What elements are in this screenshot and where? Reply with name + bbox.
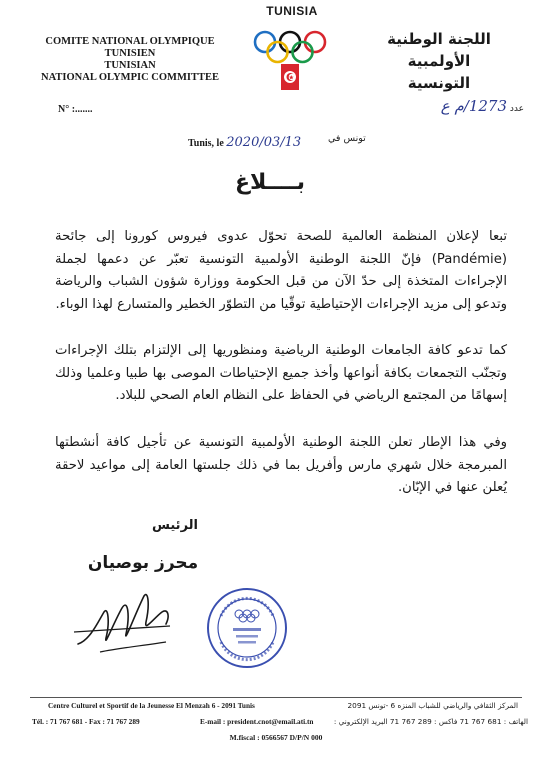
handwritten-signature-icon bbox=[70, 582, 180, 662]
footer-contact-ar: الهاتف : 681 767 71 فاكس : 289 767 71 البريد الإلكتروني : bbox=[333, 717, 528, 726]
reference-label-fr: N° :....... bbox=[58, 104, 93, 115]
org-name-fr-line: NATIONAL OLYMPIC COMMITTEE bbox=[41, 72, 219, 83]
reference-handwritten-number: 1273/م ع bbox=[440, 97, 508, 115]
body-paragraph-2: كما تدعو كافة الجامعات الوطنية الرياضية ومنظوريها إلى الإلتزام بتلك الإجراءات وتجنّب التجمعات بكافة أنواعها وأخذ جميع الإحتياطات الموصى بها طبيا وعلميا وذلك إسهامًا من المجتمع الرياضي في الحفاظ على النظام العام الصحي للبلاد. bbox=[55, 343, 507, 403]
footer-fiscal-id: M.fiscal : 0566567 D/P/N 000 bbox=[229, 733, 323, 742]
org-name-fr-line: COMITE NATIONAL OLYMPIQUE bbox=[45, 36, 215, 47]
ring-yellow-icon bbox=[268, 42, 288, 62]
official-stamp-icon bbox=[205, 586, 289, 670]
olympic-logo-icon bbox=[252, 30, 332, 96]
ring-blue-icon bbox=[255, 32, 275, 52]
body-paragraph-3: وفي هذا الإطار تعلن اللجنة الوطنية الأولمبية التونسية عن تأجيل كافة أنشطتها المبرمجة خلال شهري مارس وأفريل بما في ذلك جلستها العامة إلى مواعيد لاحقة يُعلن عنها في الإبّان. bbox=[55, 435, 507, 495]
body-paragraph-1: تبعا لإعلان المنظمة العالمية للصحة تحوّل عدوى فيروس كورونا إلى جائحة (Pandémie) فإنّ اللجنة الوطنية الأولمبية التونسية تعبّر عن دعمها لجملة الإجراءات المتخذة إلى حدّ الآن من قبل الحكومة ووزارة شؤون الشباب والرياضة وتدعو إلى مزيد الإجراءات الإحتياطية توقّيا من التطوّر الخطير والمتسارع لهذا الوباء. bbox=[55, 229, 507, 312]
footer-email: E-mail : president.cnot@email.ati.tn bbox=[200, 717, 314, 726]
footer-address-fr: Centre Culturel et Sportif de la Jeunesse El Menzah 6 - 2091 Tunis bbox=[48, 701, 255, 710]
document-title: بــــلاغ bbox=[234, 170, 306, 195]
org-name-fr-line: TUNISIAN bbox=[104, 60, 156, 71]
date-fr bbox=[188, 135, 301, 150]
signatory-title: الرئيس bbox=[152, 518, 198, 533]
date-label-ar: تونس في bbox=[328, 133, 366, 144]
ring-red-icon bbox=[305, 32, 325, 52]
ring-black-icon bbox=[280, 32, 300, 52]
org-name-fr bbox=[30, 36, 230, 84]
footer-phone-fax: Tél. : 71 767 681 - Fax : 71 767 289 bbox=[32, 717, 140, 726]
reference-number-ar bbox=[441, 97, 524, 115]
country-label: TUNISIA bbox=[266, 4, 318, 18]
org-name-ar bbox=[354, 28, 524, 94]
date-label-fr: Tunis, le bbox=[188, 138, 224, 149]
ring-green-icon bbox=[293, 42, 313, 62]
footer-divider bbox=[30, 697, 522, 698]
org-name-ar-line: اللجنة الوطنية الأولمبية bbox=[387, 30, 491, 70]
org-name-fr-line: TUNISIEN bbox=[104, 48, 156, 59]
reference-label-ar: عدد bbox=[509, 104, 524, 114]
org-name-ar-line: التونسية bbox=[407, 74, 471, 92]
signatory-name: محرز بوصيان bbox=[87, 553, 199, 573]
date-handwritten: 2020/03/13 bbox=[226, 135, 302, 150]
footer-address-ar: المركز الثقافي والرياضي للشباب المنزه 6 -تونس 2091 bbox=[347, 701, 518, 710]
